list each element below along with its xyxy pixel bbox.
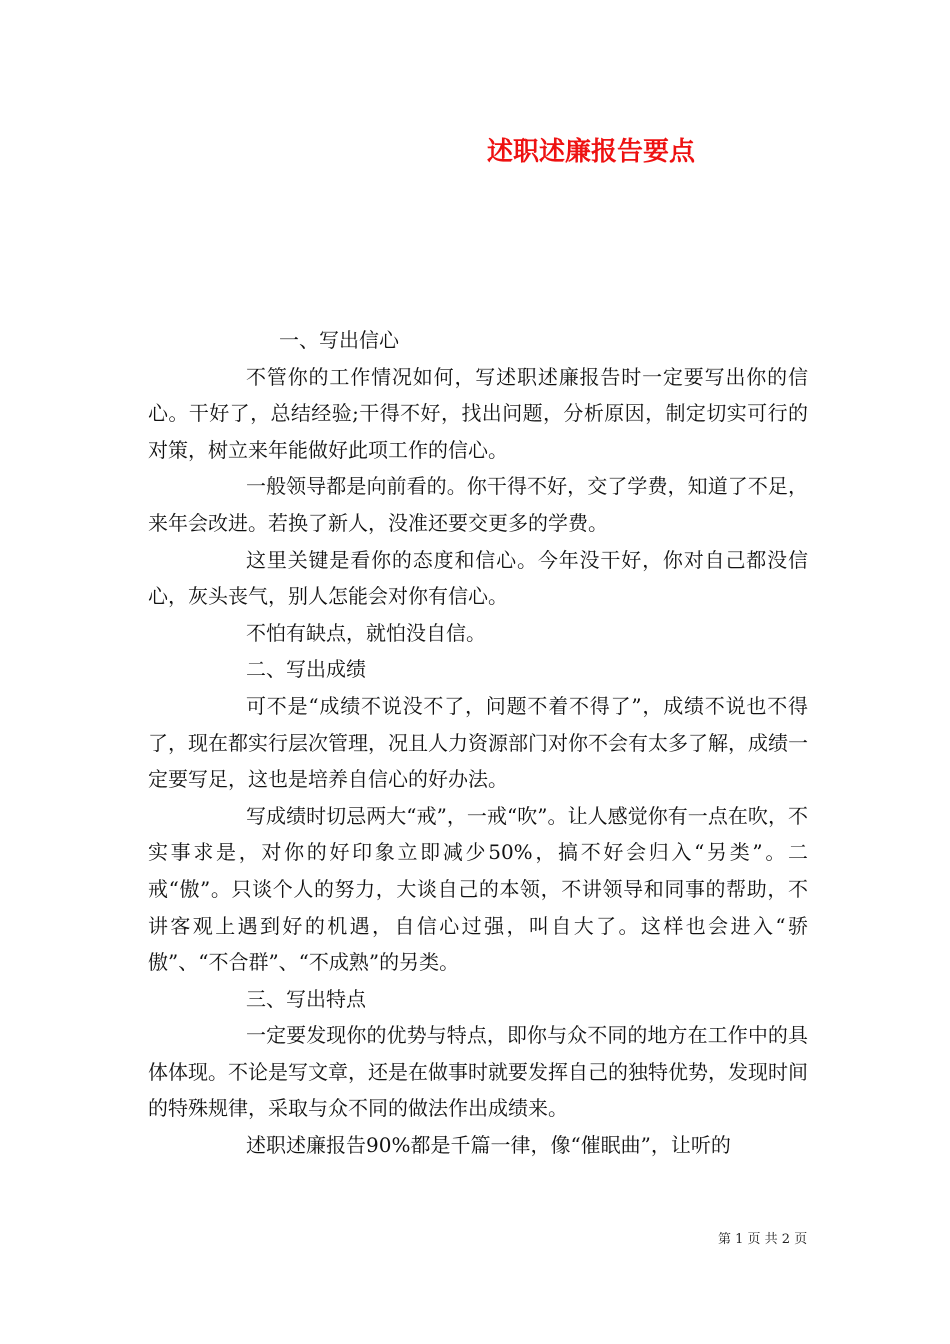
body-paragraph: 可不是“成绩不说没不了，问题不着不得了”，成绩不说也不得了，现在都实行层次管理，况且人力资源部门对你不会有太多了解，成绩一定要写足，这也是培养自信心的好办法。	[148, 693, 808, 792]
page-footer: 第 1 页 共 2 页	[718, 1232, 808, 1247]
body-paragraph: 不怕有缺点，就怕没自信。	[246, 620, 486, 645]
section-heading: 三、写出特点	[246, 986, 366, 1011]
body-paragraph: 一般领导都是向前看的。你干得不好，交了学费，知道了不足，来年会改进。若换了新人，没准还要交更多的学费。	[148, 474, 808, 535]
body-paragraph: 不管你的工作情况如何，写述职述廉报告时一定要写出你的信心。干好了，总结经验;干得不好，找出问题，分析原因，制定切实可行的对策，树立来年能做好此项工作的信心。	[148, 364, 808, 462]
document-body	[148, 322, 808, 1164]
body-paragraph: 写成绩时切忌两大“戒”，一戒“吹”。让人感觉你有一点在吹，不实事求是，对你的好印象立即减少50%，搞不好会归入“另类”。二戒“傲”。只谈个人的努力，大谈自己的本领，不讲领导和同事的帮助，不讲客观上遇到好的机遇，自信心过强，叫自大了。这样也会进入“骄傲”、“不合群”、“不成熟”的另类。	[148, 803, 808, 975]
body-paragraph: 这里关键是看你的态度和信心。今年没干好，你对自己都没信心，灰头丧气，别人怎能会对你有信心。	[148, 547, 808, 609]
section-heading: 一、写出信心	[279, 328, 399, 352]
body-paragraph: 一定要发现你的优势与特点，即你与众不同的地方在工作中的具体体现。不论是写文章，还是在做事时就要发挥自己的独特优势，发现时间的特殊规律，采取与众不同的做法作出成绩来。	[148, 1023, 808, 1121]
section-heading: 二、写出成绩	[246, 657, 366, 682]
body-paragraph: 述职述廉报告90%都是千篇一律，像“催眠曲”，让听的	[246, 1133, 731, 1158]
document-title: 述职述廉报告要点	[487, 137, 696, 167]
